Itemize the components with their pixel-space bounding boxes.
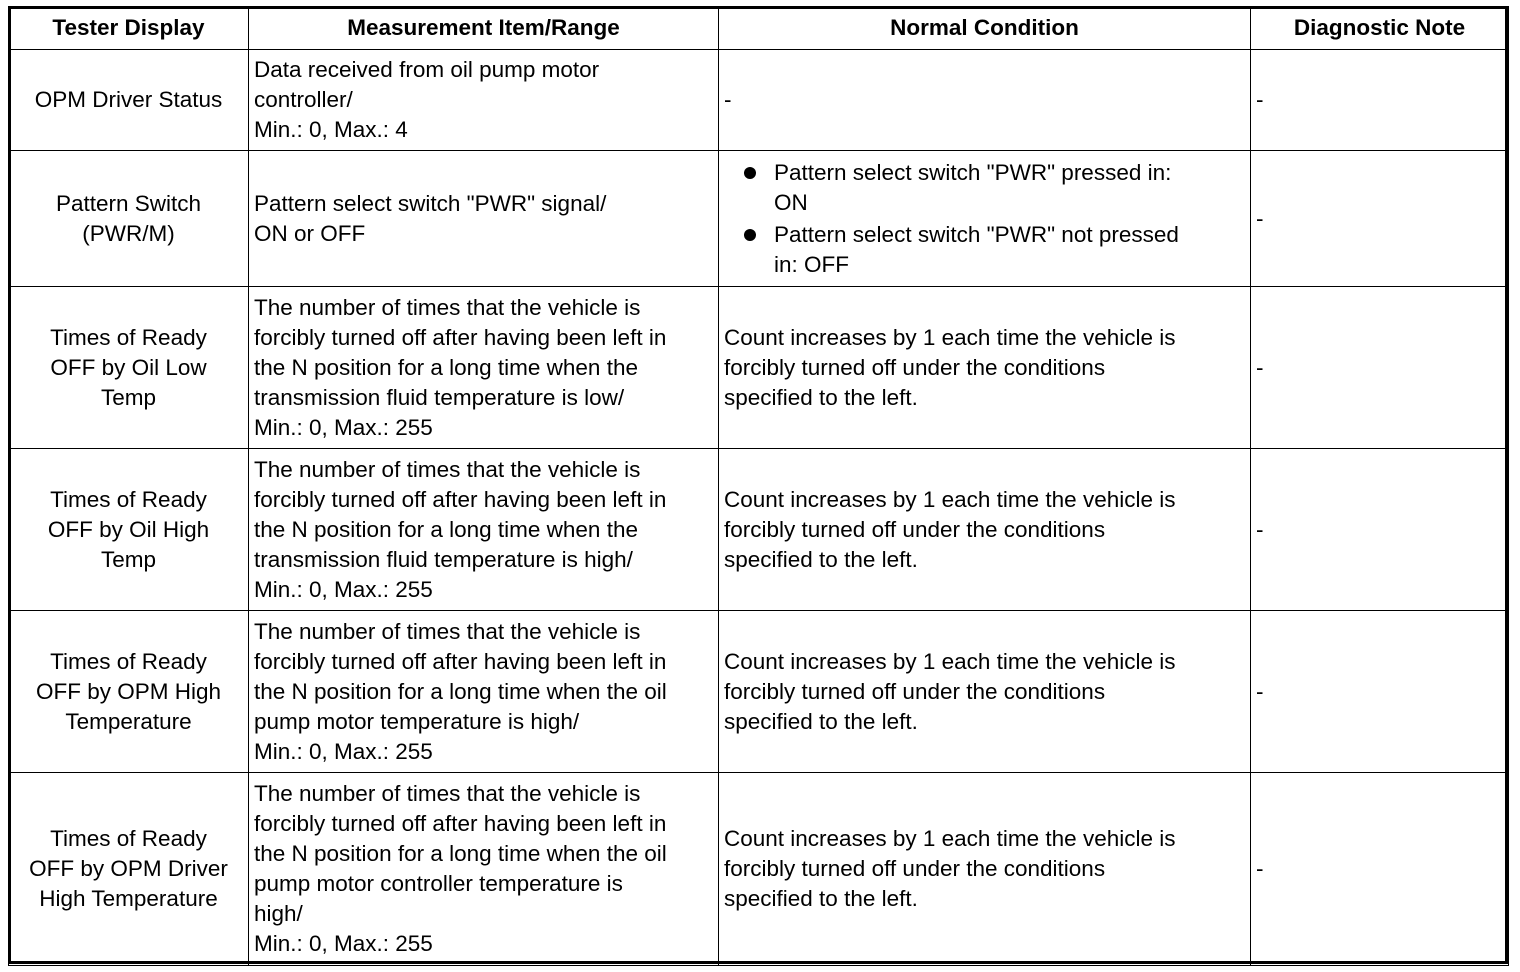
- measurement-cell-line: Min.: 0, Max.: 255: [254, 738, 433, 764]
- tester-display-cell-line: Temp: [100, 384, 157, 410]
- normal-condition-cell-line: specified to the left.: [724, 708, 918, 734]
- tester-display-cell-line: OFF by OPM High: [35, 678, 222, 704]
- header-tester-display: Tester Display: [9, 7, 249, 50]
- tester-display-cell-line: Times of Ready: [50, 826, 207, 851]
- measurement-cell-line: the N position for a long time when the: [254, 516, 638, 542]
- measurement-cell-line: the N position for a long time when the oil: [254, 678, 667, 704]
- tester-display-cell-line: OFF by Oil Low: [50, 354, 207, 380]
- measurement-cell-line: The number of times that the vehicle is: [254, 618, 641, 644]
- measurement-cell-line: forcibly turned off after having been left in: [254, 811, 667, 836]
- header-measurement-item: Measurement Item/Range: [249, 7, 719, 50]
- measurement-cell-line: transmission fluid temperature is low/: [254, 384, 625, 410]
- measurement-cell-line: The number of times that the vehicle is: [254, 294, 641, 320]
- diagnostic-note-cell: -: [1251, 151, 1509, 287]
- tester-display-cell-line: OPM Driver Status: [34, 87, 223, 112]
- measurement-cell-line: pump motor controller temperature is: [254, 871, 623, 896]
- measurement-cell-line: forcibly turned off after having been left in: [254, 648, 667, 674]
- header-diagnostic-note: Diagnostic Note: [1251, 7, 1509, 50]
- measurement-cell-line: The number of times that the vehicle is: [254, 456, 641, 482]
- normal-condition-cell-line: Count increases by 1 each time the vehicle is: [724, 826, 1176, 851]
- measurement-cell-line: pump motor temperature is high/: [254, 708, 580, 734]
- measurement-cell-line: Min.: 0, Max.: 255: [254, 931, 433, 956]
- normal-condition-cell-line: forcibly turned off under the conditions: [724, 678, 1106, 704]
- diagnostic-note-cell: -: [1251, 611, 1509, 773]
- bullet-text-line: in: OFF: [774, 251, 850, 277]
- tester-display-cell-line: (PWR/M): [82, 220, 175, 246]
- diagnostic-note-cell: -: [1251, 287, 1509, 449]
- measurement-cell-line: Pattern select switch "PWR" signal/: [254, 190, 607, 216]
- normal-condition-cell-line: Count increases by 1 each time the vehicle is: [724, 486, 1176, 512]
- measurement-cell-line: forcibly turned off after having been left in: [254, 486, 667, 512]
- tester-display-cell-line: Times of Ready: [50, 324, 207, 350]
- tester-display-cell-line: Temp: [100, 546, 157, 572]
- header-normal-condition: Normal Condition: [719, 7, 1251, 50]
- bullet-text-line: ON: [774, 189, 808, 215]
- tester-display-cell-line: OFF by Oil High: [47, 516, 210, 542]
- normal-condition-cell-line: forcibly turned off under the conditions: [724, 516, 1106, 542]
- measurement-cell-line: The number of times that the vehicle is: [254, 781, 641, 806]
- diagnostic-note-cell: -: [1251, 449, 1509, 611]
- normal-condition-cell-line: -: [724, 87, 732, 112]
- diagnostic-note-cell: -: [1251, 50, 1509, 151]
- normal-condition-cell-line: specified to the left.: [724, 384, 918, 410]
- diagnostic-note-cell: -: [1251, 773, 1509, 966]
- measurement-cell-line: high/: [254, 901, 303, 926]
- bullet-text-line: Pattern select switch "PWR" pressed in:: [774, 159, 1172, 185]
- measurement-cell-line: Min.: 0, Max.: 255: [254, 576, 433, 602]
- tester-display-cell-line: OFF by OPM Driver: [29, 856, 228, 881]
- tester-display-cell-line: Pattern Switch: [55, 190, 202, 216]
- measurement-cell-line: forcibly turned off after having been left in: [254, 324, 667, 350]
- tester-display-cell-line: High Temperature: [39, 886, 218, 911]
- normal-condition-cell-line: forcibly turned off under the conditions: [724, 856, 1106, 881]
- measurement-cell-line: Min.: 0, Max.: 255: [254, 414, 433, 440]
- measurement-cell-line: ON or OFF: [254, 220, 366, 246]
- measurement-cell-line: transmission fluid temperature is high/: [254, 546, 633, 572]
- normal-condition-cell-line: specified to the left.: [724, 546, 918, 572]
- normal-condition-cell-line: specified to the left.: [724, 886, 918, 911]
- bullet-text-line: Pattern select switch "PWR" not pressed: [774, 221, 1179, 247]
- measurement-cell-line: the N position for a long time when the oil: [254, 841, 667, 866]
- normal-condition-cell-line: Count increases by 1 each time the vehicle is: [724, 324, 1176, 350]
- tester-display-cell-line: Times of Ready: [50, 486, 207, 512]
- normal-condition-cell-line: forcibly turned off under the conditions: [724, 354, 1106, 380]
- measurement-cell-line: Min.: 0, Max.: 4: [254, 117, 408, 142]
- tester-display-cell-line: Temperature: [65, 708, 192, 734]
- tester-display-cell-line: Times of Ready: [50, 648, 207, 674]
- normal-condition-cell-line: Count increases by 1 each time the vehicle is: [724, 648, 1176, 674]
- measurement-cell-line: the N position for a long time when the: [254, 354, 638, 380]
- measurement-cell-line: Data received from oil pump motor: [254, 57, 600, 82]
- table-outer-border: [8, 6, 1508, 964]
- measurement-cell-line: controller/: [254, 87, 353, 112]
